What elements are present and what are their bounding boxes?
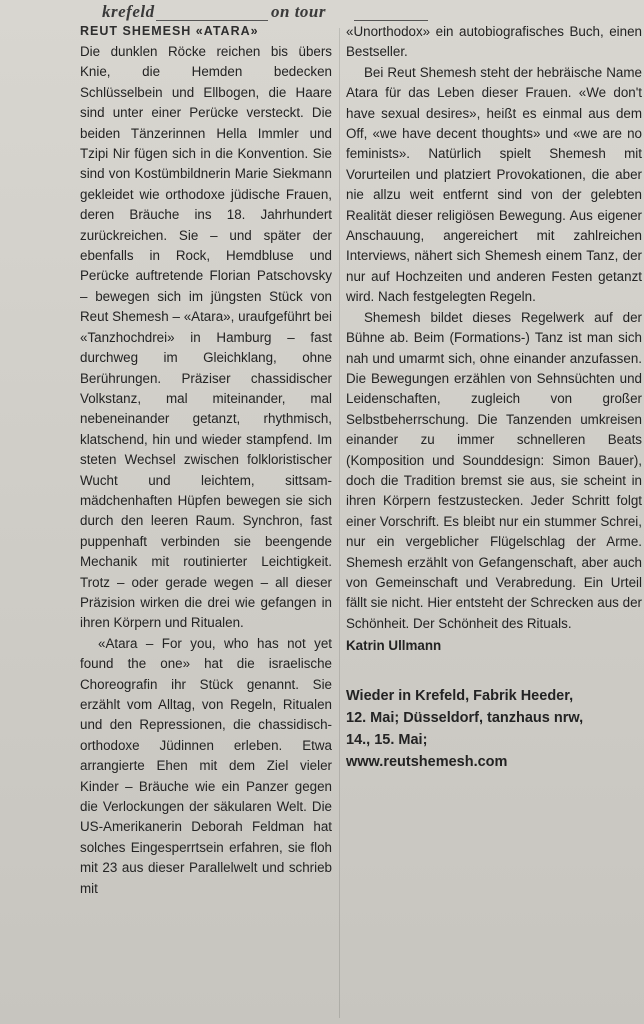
body-paragraph-5: Shemesh bildet dieses Regelwerk auf der Bühne ab. Beim (Formations-) Tanz ist man sich nah und umarmt sich, ohne einander anzufassen. Die Bewegungen erzählen von Sehnsüchten und Leidenschaften, zugleich von großer Selbstbeherrschung. Die Tanzenden umkreisen einander zu immer schnelleren Beats (Komposition und Sounddesign: Simon Bauer), doch die Tradition bremst sie aus, sie scheint in ihren Körpern festzustecken. Jeder Schritt folgt einer Vorschrift. Es bleibt nur ein stummer Schrei, nur ein vergeblicher Flügelschlag der Arme. Shemesh erzählt von Gefangenschaft, aber auch von Gemeinschaft und Verabredung. Ein Urteil fällt sie nicht. Hier entsteht der Schrecken aus der Schönheit. Der Schönheit des Rituals. [346,309,642,631]
body-paragraph-4: Bei Reut Shemesh steht der hebräische Name Atara für das Leben dieser Frauen. «We don't have sexual desires», heißt es einmal aus dem Off, «we have decent thoughts» und «we are no feminists». Natürlich spielt Shemesh mit Vorurteilen und platziert Provokationen, die aber nie allzu weit entfernt sind von der gelebten Realität dieser religiösen Bewegung. Aus eigener Anschauung, angereichert mit zahlreichen Interviews, nähert sich Shemesh einem Tanz, der nur auf Hochzeiten und anderen Festen getanzt wird. Nach festgelegten Regeln. [346,64,642,305]
body-paragraph-1: Die dunklen Röcke reichen bis übers Knie, die Hemden bedecken Schlüsselbein und Ellbogen, die Haare sind unter einer Perücke versteckt. Die beiden Tänzerinnen Hella Immler und Tzipi Nir fügen sich in die Konvention. Sie sind von Kostümbildnerin Marie Siekmann gekleidet wie orthodoxe jüdische Frauen, deren Bräuche ins 18. Jahrhundert zurückreichen. Sie – und später der ebenfalls in Rock, Hemdbluse und Perücke auftretende Florian Patschovsky – bewegen sich im jüngsten Stück von Reut Shemesh – «Atara», uraufgeführt bei «Tanzhochdrei» in Hamburg – fast durchweg im Gleichklang, ohne Berührungen. Präziser chassidischer Volkstanz, mal miteinander, mal nebeneinander getanzt, rhythmisch, klatschend, hin und wieder stampfend. Im steten Wechsel zwischen folkloristischer Wucht und leichtem, sittsam-mädchenhaften Hüpfen bewegen sie sich durch den leeren Raum. Synchron, fast puppenhaft verbinden sie beengende Mechanik mit routinierter Leichtigkeit. Trotz – oder gerade wegen – all dieser Präzision wirken die drei wie gefangen in ihren Körpern und Ritualen. [80,44,332,631]
section-header [88,4,428,22]
header-rule-right [354,20,428,21]
body-paragraph-3: «Unorthodox» ein autobiografisches Buch, einen Bestseller. [346,24,642,60]
event-info-line: 12. Mai; Düsseldorf, tanzhaus nrw, [346,709,584,726]
section-name: krefeld [102,2,155,21]
event-info-line: Wieder in Krefeld, Fabrik Heeder, [346,687,574,704]
article-column-right [346,22,642,773]
article-author: Katrin Ullmann [346,638,442,654]
event-info-line: 14., 15. Mai; [346,731,428,748]
article-column-left [80,22,332,899]
body-paragraph-2: «Atara – For you, who has not yet found the one» hat die israelische Choreografin ihr Stück genannt. Sie erzählt vom Alltag, von Regeln, Ritualen und den Repressionen, die chassidisch- orthodoxe Jüdinnen erleben. Etwa arrangierte Ehen mit dem Ziel vieler Kinder – Bräuche wie ein Panzer gegen die Verlockungen der säkularen Welt. Die US-Amerikanerin Deborah Feldman hat solches Eingesperrtsein erfahren, sie floh mit 23 aus dieser Parallelwelt und schrieb mit [80,635,332,896]
header-rule-left [156,20,268,21]
column-divider [339,28,340,1018]
article-title: REUT SHEMESH «ATARA» [80,24,259,38]
event-info [346,685,642,773]
section-subtitle: on tour [271,2,326,21]
event-website: www.reutshemesh.com [346,753,508,770]
